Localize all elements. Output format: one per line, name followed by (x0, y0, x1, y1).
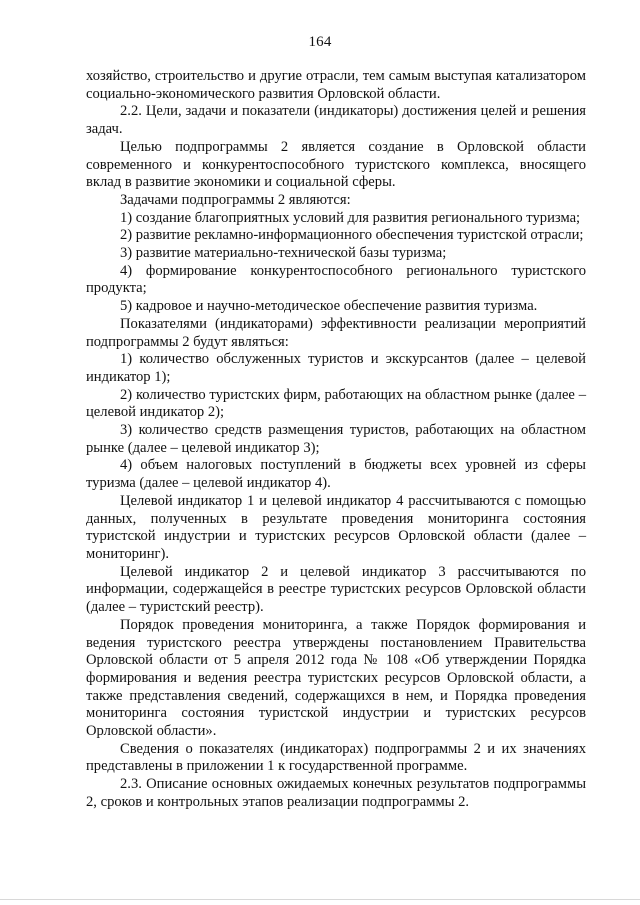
page-number: 164 (308, 34, 332, 50)
paragraph: хозяйство, строительство и другие отрасли, тем самым выступая катализатором социально-экономического развития Орловской области. (86, 68, 586, 102)
paragraph: Сведения о показателях (индикаторах) подпрограммы 2 и их значениях представлены в приложении 1 к государственной программе. (86, 740, 586, 775)
list-item: 2) развитие рекламно-информационного обеспечения туристской отрасли; (120, 227, 584, 244)
paragraph: Целевой индикатор 1 и целевой индикатор 4 рассчитываются с помощью данных, полученных в результате проведения мониторинга состояния туристской индустрии и туристских ресурсов Орловской области (далее – мониторинг). (86, 492, 586, 562)
scan-edge-line (0, 899, 640, 900)
paragraph: Порядок проведения мониторинга, а также Порядок формирования и ведения туристского реестра утверждены постановлением Правительства Орловской области от 5 апреля 2012 года № 108 «Об утверждении Порядка формирования и ведения реестра туристских ресурсов Орловской области, а также представления сведений, содержащихся в нем, и Порядка проведения мониторинга состояния туристской индустрии и туристских ресурсов Орловской области». (86, 616, 586, 740)
section-heading-2-3: 2.3. Описание основных ожидаемых конечных результатов подпрограммы 2, сроков и контрольных этапов реализации подпрограммы 2. (86, 776, 586, 810)
list-item: 4) формирование конкурентоспособного регионального туристского продукта; (86, 262, 586, 297)
list-item: 3) развитие материально-технической базы туризма; (120, 245, 447, 262)
list-item: 1) количество обслуженных туристов и экскурсантов (далее – целевой индикатор 1); (86, 351, 586, 385)
paragraph: Задачами подпрограммы 2 являются: (120, 191, 351, 208)
list-item: 5) кадровое и научно-методическое обеспечение развития туризма. (120, 298, 538, 315)
list-item: 2) количество туристских фирм, работающих на областном рынке (далее – целевой индикатор 2); (86, 386, 586, 421)
paragraph: Целевой индикатор 2 и целевой индикатор 3 рассчитываются по информации, содержащейся в реестре туристских ресурсов Орловской области (далее – туристский реестр). (86, 563, 586, 616)
paragraph: Целью подпрограммы 2 является создание в Орловской области современного и конкурентоспособного туристского комплекса, вносящего вклад в развитие экономики и социальной сферы. (86, 138, 586, 191)
list-item: 4) объем налоговых поступлений в бюджеты всех уровней из сферы туризма (далее – целевой индикатор 4). (86, 457, 586, 492)
paragraph: Показателями (индикаторами) эффективности реализации мероприятий подпрограммы 2 будут являться: (86, 315, 586, 350)
document-body (86, 68, 586, 812)
list-item: 1) создание благоприятных условий для развития регионального туризма; (120, 209, 581, 226)
list-item: 3) количество средств размещения туристов, работающих на областном рынке (далее – целевой индикатор 3); (86, 422, 586, 456)
section-heading-2-2: 2.2. Цели, задачи и показатели (индикаторы) достижения целей и решения задач. (86, 103, 586, 138)
